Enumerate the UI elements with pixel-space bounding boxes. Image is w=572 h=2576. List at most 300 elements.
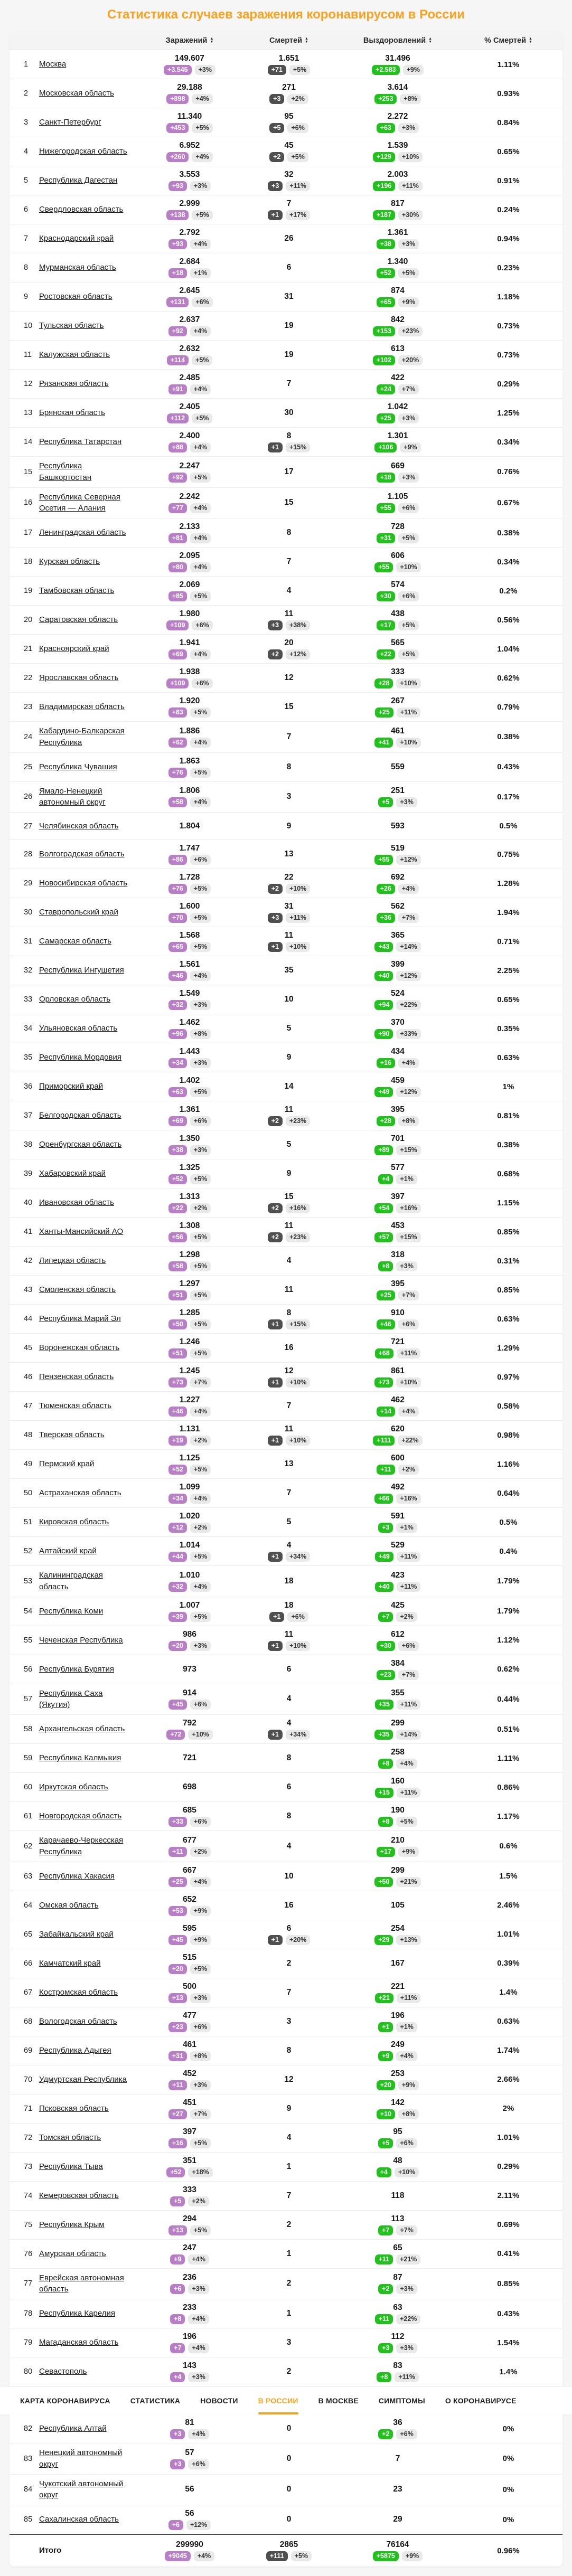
sort-icon[interactable]: ▲ ▼ [529,37,532,44]
infections-value: 57 [185,2448,194,2457]
region-link[interactable]: Кировская область [39,1517,109,1527]
nav-item[interactable]: СИМПТОМЫ [378,2396,425,2405]
recovered-cell [341,1221,454,1242]
infections-cell [143,2214,237,2235]
region-link[interactable]: Костромская область [39,1987,118,1997]
recovered-percent-badge: +30% [398,210,423,220]
region-link[interactable]: Республика Карелия [39,2309,115,2318]
nav-item-active[interactable]: В РОССИИ [258,2386,298,2414]
table-row [10,1920,562,1949]
recovered-value: 258 [391,1748,405,1757]
recovered-delta-badge: +30 [377,591,395,601]
recovered-delta-badge: +9 [378,2051,393,2061]
table-row [10,1304,562,1333]
deaths-value: 95 [284,112,294,121]
deaths-value: 12 [284,2074,294,2084]
recovered-value: 842 [391,315,405,324]
deaths-cell [237,379,341,389]
recovered-delta-badge: +63 [377,123,395,133]
region-link[interactable]: Москва [39,60,67,69]
deaths-value: 1 [286,2162,292,2171]
recovered-delta-badge: +253 [374,94,397,104]
infections-percent-badge: +3% [188,2284,209,2294]
row-number: 73 [24,2162,33,2171]
region-link[interactable]: Челябинская область [39,821,119,831]
infections-value: 914 [183,1688,196,1698]
deaths-value: 16 [284,1343,294,1352]
region-link[interactable]: Республика Ингушетия [39,966,124,975]
infections-value: 1.462 [179,1018,200,1027]
row-number: 40 [24,1199,33,1207]
region-link[interactable]: Курская область [39,557,100,567]
region-link[interactable]: Калининградская область [39,1571,103,1591]
region-link[interactable]: Мурманская область [39,263,116,272]
region-link[interactable]: Тюменская область [39,1401,112,1411]
region-link[interactable]: Краснодарский край [39,234,114,243]
deaths-value: 11 [284,609,294,618]
mortality-value: 0.69% [497,2220,520,2229]
deaths-value: 4 [286,586,292,595]
region-link[interactable]: Псковская область [39,2103,109,2113]
region-link[interactable]: Томская область [39,2132,101,2142]
deaths-cell [237,292,341,301]
region-link[interactable]: Республика Коми [39,1606,104,1616]
infections-percent-badge: +6% [188,2459,209,2469]
region-link[interactable]: Новгородская область [39,1811,122,1821]
recovered-percent-badge: +5% [398,533,419,543]
deaths-cell [237,528,341,537]
deaths-percent-badge: +11% [286,181,310,191]
mortality-value: 0% [502,2515,514,2524]
row-number: 1 [24,60,29,69]
table-row [10,1801,562,1830]
recovered-cell [341,551,454,572]
infections-value: 973 [183,1664,196,1674]
recovered-delta-badge: +36 [377,913,395,923]
infections-percent-badge: +9% [190,1906,211,1916]
recovered-cell [341,1719,454,1740]
infections-percent-badge: +5% [190,707,211,718]
region-link[interactable]: Самарская область [39,937,111,946]
region-link[interactable]: Владимирская область [39,702,125,712]
infections-value: 1.020 [179,1512,200,1521]
infections-value: 3.553 [179,170,200,179]
region-link[interactable]: Ставропольский край [39,908,118,917]
sort-icon[interactable]: ▲ ▼ [210,37,214,44]
recovered-value: 669 [391,461,405,470]
recovered-delta-badge: +18 [377,473,395,483]
header-mortality[interactable] [454,36,562,45]
table-row [10,2239,562,2268]
infections-percent-badge: +5% [190,2225,211,2235]
row-number: 6 [24,205,29,214]
mortality-value: 0.67% [497,498,520,507]
infections-percent-badge: +2% [188,2196,209,2206]
region-link[interactable]: Новосибирская область [39,879,128,888]
recovered-percent-badge: +3% [396,2343,417,2353]
recovered-value: 606 [391,551,405,560]
recovered-cell [341,2011,454,2032]
region-link[interactable]: Ярославская область [39,673,119,683]
recovered-value: 434 [391,1047,405,1056]
infections-cell [143,902,237,923]
infections-percent-badge: +4% [190,562,211,572]
region-link[interactable]: Ханты-Мансийский АО [39,1227,124,1237]
region-link[interactable]: Алтайский край [39,1546,97,1556]
mortality-value: 0.68% [497,1169,520,1178]
recovered-value: 562 [391,902,405,911]
recovered-delta-badge: +28 [374,678,393,688]
nav-item[interactable]: О КОРОНАВИРУСЕ [445,2396,517,2405]
table-row [10,2036,562,2065]
region-link[interactable]: Севастополь [39,2367,87,2376]
deaths-cell [237,822,341,831]
infections-cell [143,2098,237,2119]
table-row [10,1246,562,1275]
stats-table-card [10,32,562,2386]
region-link[interactable]: Забайкальский край [39,1929,114,1939]
deaths-percent-badge: +10% [286,1436,310,1446]
recovered-percent-badge: +10% [396,738,420,748]
infections-value: 1.227 [179,1395,200,1404]
infections-value: 1.568 [179,931,200,940]
region-link[interactable]: Ульяновская область [39,1024,118,1033]
deaths-value: 11 [284,1285,294,1294]
infections-delta-badge: +31 [168,2051,187,2061]
region-link[interactable]: Магаданская область [39,2338,119,2347]
row-number: 49 [24,1460,33,1468]
nav-item[interactable]: В МОСКВЕ [318,2396,359,2405]
region-link[interactable]: Ивановская область [39,1198,114,1207]
table-body-main [10,50,562,2386]
region-link[interactable]: Удмуртская Республика [39,2074,127,2084]
region-link[interactable]: Смоленская область [39,1285,116,1295]
region-link[interactable]: Камчатский край [39,1958,101,1968]
infections-percent-badge: +2% [190,1436,211,1446]
infections-percent-badge: +4% [188,2429,209,2439]
region-link[interactable]: Ростовская область [39,292,112,301]
region-link[interactable]: Республика Крым [39,2220,105,2229]
recovered-cell [341,902,454,923]
infections-cell [143,1866,237,1887]
infections-cell [143,822,237,831]
mortality-value: 0.91% [497,176,520,185]
region-link[interactable]: Белгородская область [39,1111,121,1120]
recovered-percent-badge: +8% [398,1116,419,1126]
recovered-delta-badge: +1 [378,2022,393,2032]
infections-delta-badge: +56 [168,1232,187,1242]
recovered-delta-badge: +52 [377,268,395,278]
deaths-value: 16 [284,1900,294,1910]
deaths-value: 11 [284,931,294,940]
region-link[interactable]: Тамбовская область [39,586,115,596]
infections-percent-badge: +7% [190,1377,211,1388]
region-link[interactable]: Республика Калмыкия [39,1753,121,1763]
region-link[interactable]: Саратовская область [39,615,118,625]
table-row [10,79,562,108]
region-link[interactable]: Кабардино-Балкарская Республика [39,726,125,747]
region-link[interactable]: Республика Тыва [39,2162,103,2171]
infections-percent-badge: +3% [188,2372,209,2382]
deaths-cell [237,112,341,133]
recovered-cell [341,2332,454,2353]
recovered-percent-badge: +7% [396,2225,417,2235]
region-link[interactable]: Оренбургская область [39,1140,122,1149]
nav-item[interactable]: НОВОСТИ [200,2396,238,2405]
recovered-delta-badge: +11 [377,1465,395,1475]
recovered-delta-badge: +10 [377,2109,395,2119]
infections-delta-badge: +32 [168,1000,187,1010]
infections-cell [143,2303,237,2324]
row-number: 56 [24,1665,33,1674]
deaths-value: 0 [286,2515,292,2524]
recovered-value: 65 [393,2243,402,2252]
region-link[interactable]: Республика Мордовия [39,1053,121,1062]
infections-delta-badge: +3 [170,2429,185,2439]
deaths-percent-badge: +10% [286,1641,310,1651]
region-link[interactable]: Хабаровский край [39,1169,106,1178]
region-link[interactable]: Республика Марий Эл [39,1314,121,1324]
infections-value: 1.941 [179,638,200,647]
recovered-delta-badge: +65 [377,297,395,307]
deaths-value: 19 [284,350,294,359]
page-title: Статистика случаев заражения коронавирусом в России [107,7,465,22]
table-row [10,1217,562,1246]
infections-delta-badge: +53 [168,1906,187,1916]
deaths-cell [237,1192,341,1213]
row-number: 59 [24,1754,33,1762]
deaths-value: 6 [286,263,292,272]
infections-value: 1.361 [179,1105,200,1114]
region-link[interactable]: Волгоградская область [39,850,125,859]
deaths-percent-badge: +6% [287,1612,308,1622]
sort-icon[interactable]: ▲ ▼ [305,37,308,44]
deaths-value: 9 [286,1169,292,1178]
mortality-value: 0.64% [497,1488,520,1498]
header-deaths[interactable] [237,36,341,45]
infections-percent-badge: +3% [190,2080,211,2090]
infections-percent-badge: +6% [192,678,212,688]
deaths-delta-badge: +1 [268,442,283,452]
table-row [10,2474,562,2505]
region-link[interactable]: Республика Адыгея [39,2045,111,2055]
infections-delta-badge: +81 [168,533,187,543]
infections-delta-badge: +109 [166,620,189,630]
region-link[interactable]: Архангельская область [39,1724,125,1734]
region-link[interactable]: Астраханская область [39,1488,121,1498]
infections-percent-badge: +4% [188,2254,209,2264]
table-row [10,2094,562,2123]
region-link[interactable]: Еврейская автономная область [39,2273,124,2294]
region-link[interactable]: Тверская область [39,1430,105,1440]
region-link[interactable]: Республика Северная Осетия — Алания [39,492,120,513]
region-link[interactable]: Ненецкий автономный округ [39,2448,123,2469]
region-link[interactable]: Калужская область [39,350,110,360]
recovered-value: 423 [391,1570,405,1580]
table-row [10,1130,562,1159]
deaths-delta-badge: +3 [268,620,283,630]
infections-value: 500 [183,1981,196,1991]
region-link[interactable]: Приморский край [39,1082,104,1091]
region-link[interactable]: Пензенская область [39,1372,114,1382]
region-link[interactable]: Карачаево-Черкесская Республика [39,1836,124,1856]
infections-cell [143,373,237,394]
infections-delta-badge: +33 [168,1817,187,1827]
deaths-cell [237,1140,341,1149]
region-link[interactable]: Республика Чувашия [39,762,117,771]
region-link[interactable]: Республика Дагестан [39,176,118,185]
region-link[interactable]: Пермский край [39,1459,95,1469]
recovered-delta-badge: +17 [377,620,395,630]
region-link[interactable]: Рязанская область [39,379,109,389]
infections-cell [143,522,237,543]
infections-cell [143,2040,237,2061]
table-row [10,1507,562,1536]
row-number: 52 [24,1547,33,1555]
header-infections[interactable] [143,36,237,45]
deaths-value: 4 [286,1841,292,1851]
region-link[interactable]: Республика Алтай [39,2424,107,2433]
infections-value: 1.920 [179,696,200,705]
infections-value: 452 [183,2069,196,2078]
region-link[interactable]: Тульская область [39,321,104,331]
infections-value: 2.645 [179,286,200,295]
table-row [10,839,562,869]
region-link[interactable]: Чеченская Республика [39,1635,123,1645]
infections-cell [143,1018,237,1039]
region-link[interactable]: Ленинградская область [39,528,126,537]
region-link[interactable]: Московская область [39,89,114,98]
table-row [10,1597,562,1626]
region-link[interactable]: Брянская область [39,408,105,418]
region-link[interactable]: Республика Саха (Якутия) [39,1688,103,1710]
deaths-cell [237,2046,341,2055]
deaths-percent-badge: +15% [286,1319,310,1329]
mortality-value: 0.65% [497,147,520,156]
recovered-value: 701 [391,1134,405,1143]
deaths-delta-badge: +1 [268,1935,283,1945]
recovered-delta-badge: +102 [373,355,395,365]
region-link[interactable]: Амурская область [39,2249,106,2258]
infections-value: 333 [183,2185,196,2194]
region-link[interactable]: Иркутская область [39,1782,108,1792]
recovered-value: 613 [391,344,405,353]
infections-percent-badge: +5% [190,473,211,483]
nav-item[interactable]: СТАТИСТИКА [130,2396,181,2405]
recovered-cell [341,1134,454,1155]
recovered-percent-badge: +11% [397,1700,421,1710]
deaths-percent-badge: +23% [286,1116,310,1126]
infections-cell [143,1806,237,1827]
deaths-value: 8 [286,762,292,771]
recovered-cell [341,83,454,104]
region-link[interactable]: Республика Бурятия [39,1664,114,1674]
region-link[interactable]: Сахалинская область [39,2515,119,2524]
infections-value: 56 [185,2509,194,2518]
recovered-value: 1.539 [387,141,408,150]
total-recovered-cell [341,2540,454,2561]
table-row [10,2414,562,2443]
recovered-value: 23 [393,2485,402,2494]
region-link[interactable]: Ямало-Ненецкий автономный округ [39,786,106,807]
region-link[interactable]: Воронежская область [39,1343,120,1353]
infections-percent-badge: +4% [190,1877,211,1887]
infections-delta-badge: +58 [168,1261,187,1271]
recovered-cell [341,2040,454,2061]
deaths-cell [237,792,341,801]
infections-percent-badge: +5% [190,1612,211,1622]
deaths-value: 20 [284,638,294,647]
region-link[interactable]: Красноярский край [39,644,109,654]
region-link[interactable]: Кемеровская область [39,2191,119,2200]
deaths-cell [237,2367,341,2376]
infections-value: 1.007 [179,1600,200,1610]
region-link[interactable]: Орловская область [39,995,111,1004]
region-link[interactable]: Омская область [39,1900,99,1910]
infections-cell [143,83,237,104]
region-link[interactable]: Чукотский автономный округ [39,2479,124,2500]
infections-delta-badge: +52 [168,1174,187,1184]
infections-cell [143,873,237,894]
infections-delta-badge: +76 [168,884,187,894]
deaths-cell [237,1488,341,1498]
infections-value: 56 [185,2485,194,2494]
infections-value: 233 [183,2303,196,2312]
recovered-cell [341,1836,454,1857]
nav-item[interactable]: КАРТА КОРОНАВИРУСА [20,2396,110,2405]
table-row [10,1536,562,1565]
row-number: 14 [24,438,33,446]
infections-cell [143,551,237,572]
mortality-value: 1.18% [497,292,520,301]
table-row [10,721,562,752]
region-link[interactable]: Свердловская область [39,205,124,214]
deaths-value: 18 [284,1576,294,1586]
region-link[interactable]: Республика Хакасия [39,1871,115,1881]
infections-delta-badge: +27 [168,2109,187,2119]
recovered-delta-badge: +38 [377,239,395,249]
table-row [10,1275,562,1304]
table-row [10,2268,562,2299]
deaths-value: 7 [286,557,292,566]
region-link[interactable]: Липецкая область [39,1256,106,1266]
deaths-value: 18 [284,1600,294,1610]
infections-cell [143,2448,237,2469]
recovered-value: 31.496 [385,54,410,63]
infections-percent-badge: +5% [190,768,211,778]
sort-icon[interactable]: ▲ ▼ [428,37,433,44]
region-link[interactable]: Республика Башкортостан [39,461,92,482]
mortality-value: 0.63% [497,1314,520,1324]
infections-percent-badge: +8% [190,2051,211,2061]
recovered-value: 577 [391,1163,405,1172]
row-number: 79 [24,2338,33,2347]
region-link[interactable]: Республика Татарстан [39,437,122,447]
header-recovered[interactable] [341,36,454,45]
recovered-value: 95 [393,2127,402,2136]
mortality-value: 0.62% [497,673,520,683]
recovered-cell [341,786,454,807]
infections-cell [143,141,237,162]
recovered-value: 365 [391,931,405,940]
region-link[interactable]: Санкт-Петербург [39,118,101,127]
region-link[interactable]: Нижегородская область [39,147,127,156]
infections-percent-badge: +6% [190,1700,211,1710]
deaths-cell [237,2424,341,2433]
infections-delta-badge: +83 [168,707,187,718]
region-link[interactable]: Вологодская область [39,2016,117,2026]
infections-delta-badge: +45 [168,1700,187,1710]
